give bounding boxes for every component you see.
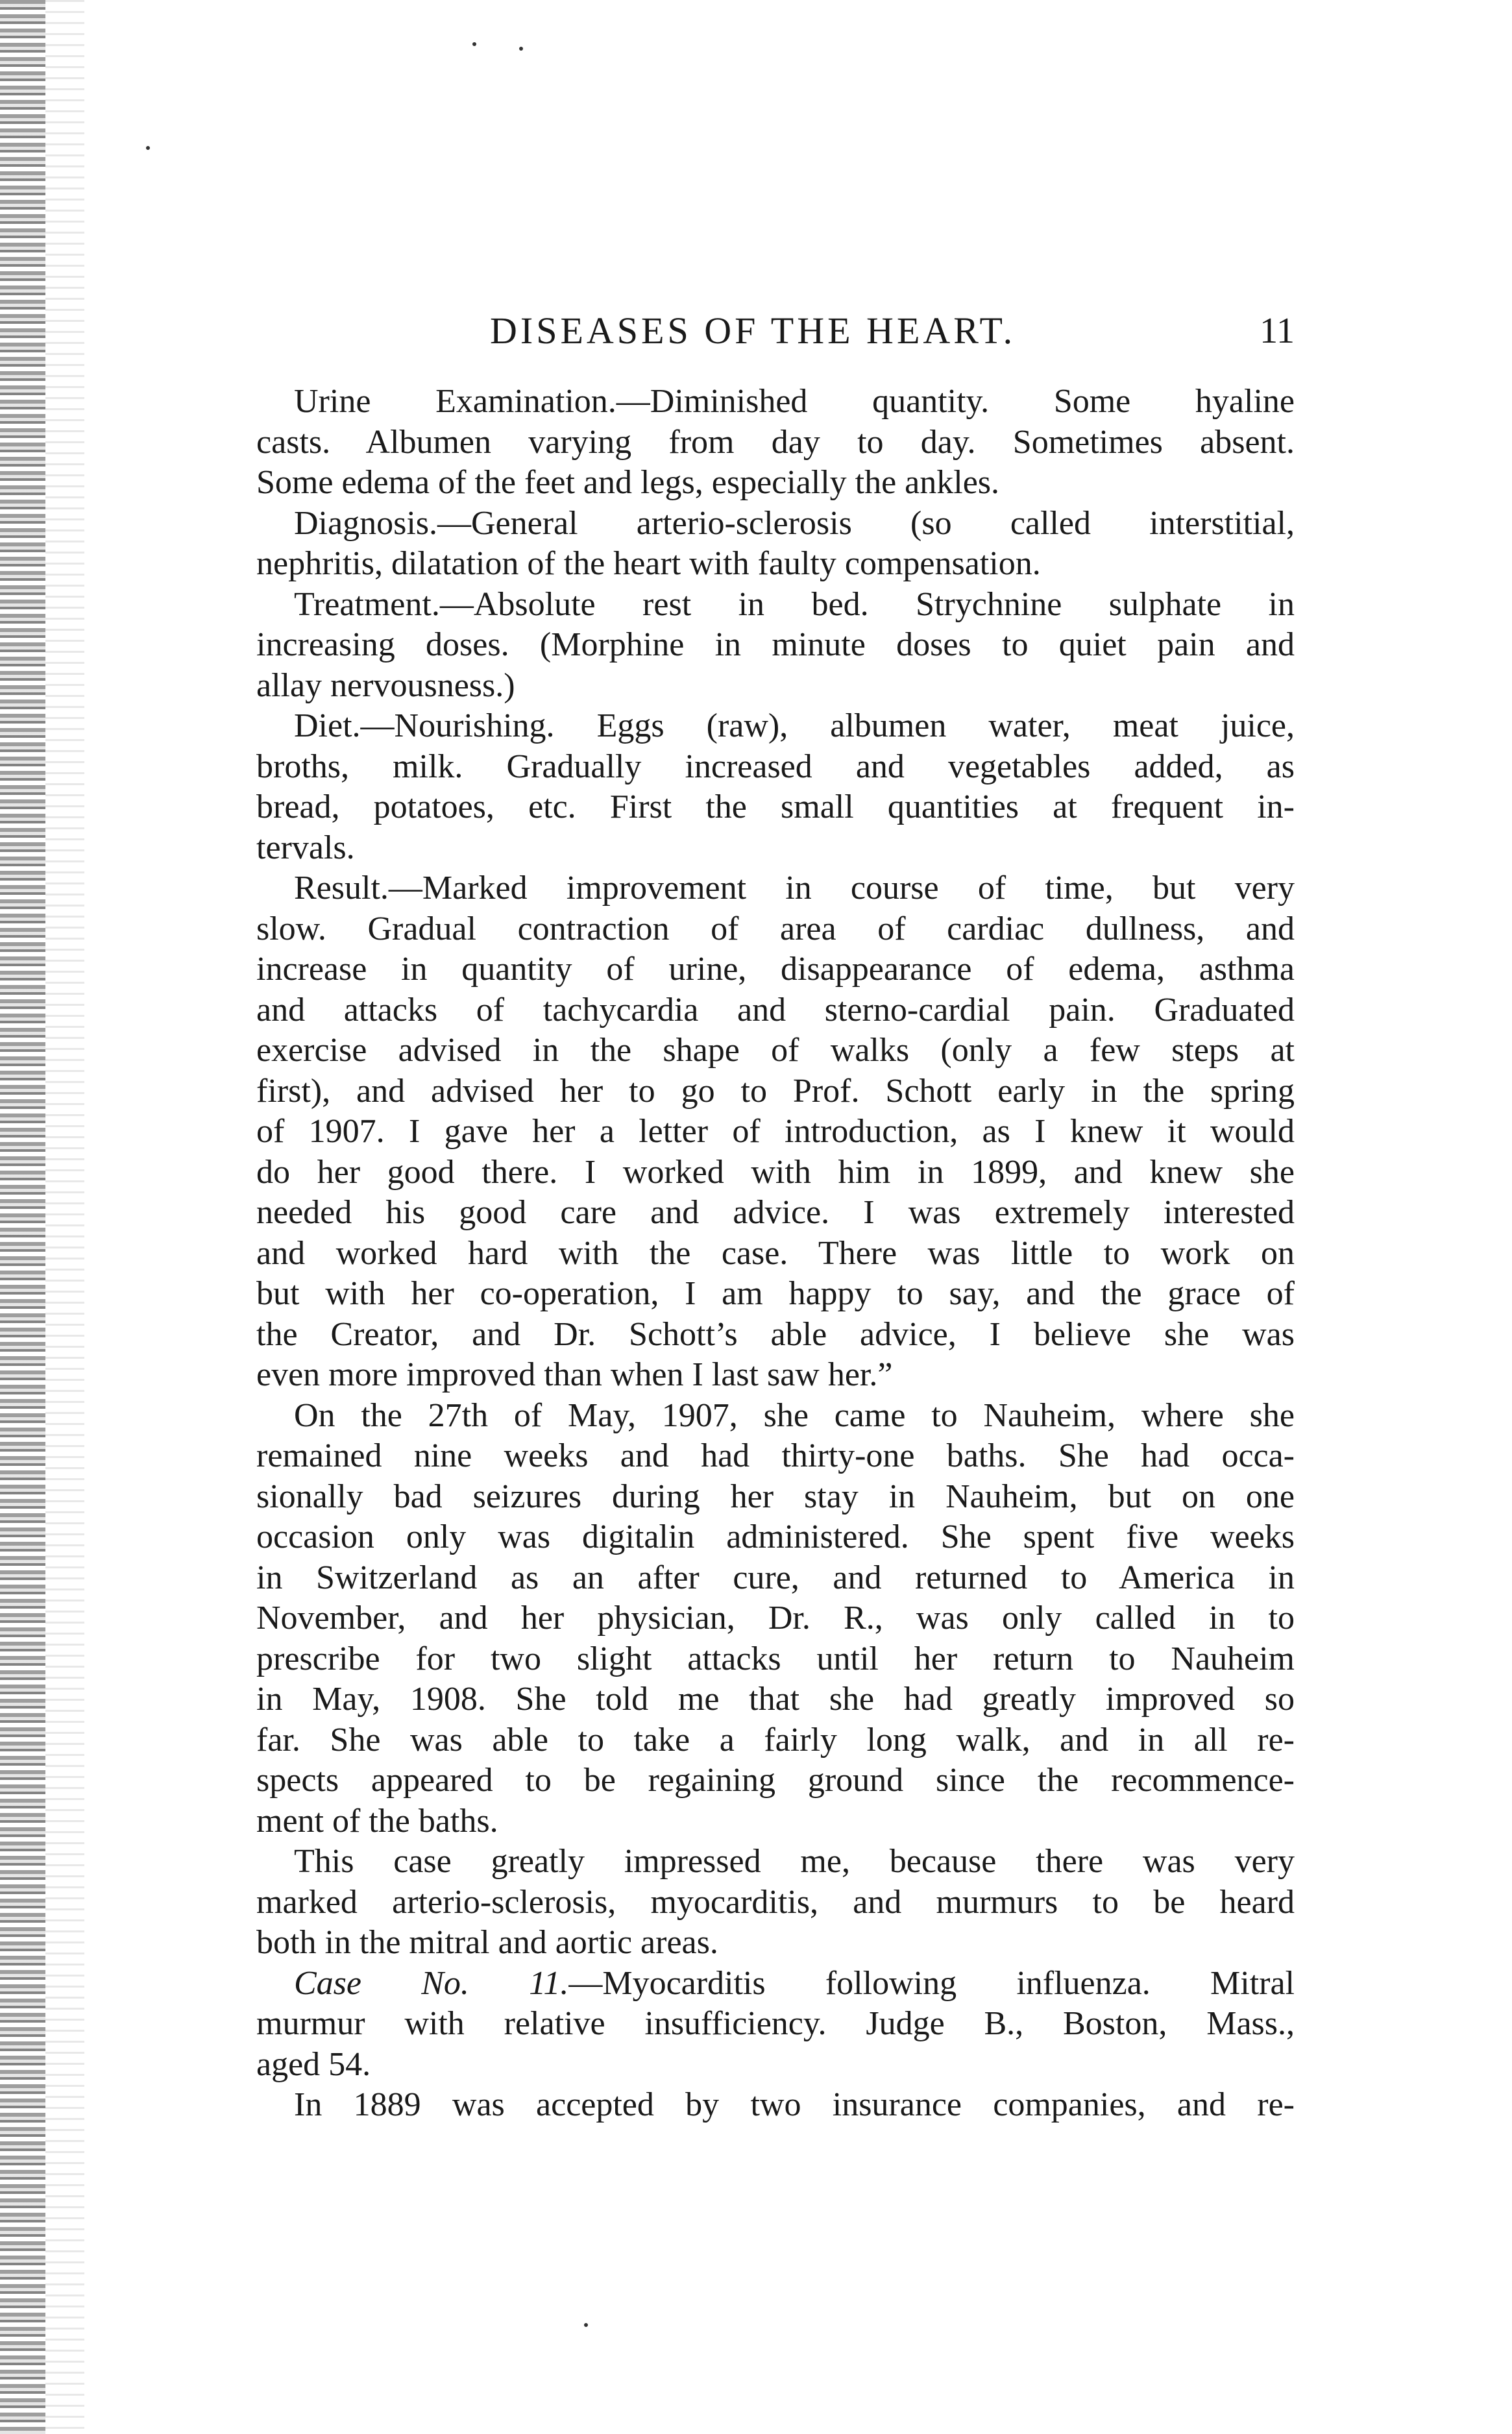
page-header xyxy=(256,305,1295,357)
text-line: remained nine weeks and had thirty-one baths. She had occa- xyxy=(256,1437,1295,1474)
page-number: 11 xyxy=(1260,311,1295,351)
text-line: tervals. xyxy=(256,829,355,866)
text-line: marked arterio-sclerosis, myocarditis, and murmurs to be heard xyxy=(256,1883,1295,1921)
text-line: first), and advised her to go to Prof. Schott early in the spring xyxy=(256,1072,1295,1110)
case-text-lines xyxy=(256,2004,1295,2126)
running-title: DISEASES OF THE HEART. xyxy=(490,310,1016,352)
page-gutter-speckle xyxy=(45,0,84,2434)
text-line: Diet.—Nourishing. Eggs (raw), albumen water, meat juice, xyxy=(294,707,1295,744)
case-label: Case No. 11. xyxy=(294,1964,569,2002)
scan-speck xyxy=(584,2323,588,2327)
text-line: sionally bad seizures during her stay in Nauheim, but on one xyxy=(256,1478,1295,1515)
text-line: spects appeared to be regaining ground since the recommence- xyxy=(256,1762,1295,1799)
scan-speck xyxy=(146,146,150,150)
text-line: Treatment.—Absolute rest in bed. Strychnine sulphate in xyxy=(294,585,1295,623)
text-line: the Creator, and Dr. Schott’s able advice, I believe she was xyxy=(256,1315,1295,1353)
text-line: but with her co-operation, I am happy to say, and the grace of xyxy=(256,1275,1295,1312)
case-heading-rest: —Myocarditis following influenza. Mitral xyxy=(568,1964,1295,2002)
text-line: and attacks of tachycardia and sterno-cardial pain. Graduated xyxy=(256,991,1295,1028)
text-line: allay nervousness.) xyxy=(256,666,515,704)
scan-speck xyxy=(472,42,476,46)
text-line: and worked hard with the case. There was little to work on xyxy=(256,1234,1295,1272)
scan-speck xyxy=(519,47,523,51)
text-line: murmur with relative insufficiency. Judge B., Boston, Mass., xyxy=(256,2005,1295,2042)
text-line: even more improved than when I last saw her.” xyxy=(256,1356,893,1393)
text-lines xyxy=(256,382,1295,1964)
text-line: Result.—Marked improvement in course of time, but very xyxy=(294,870,1295,907)
text-line: far. She was able to take a fairly long walk, and in all re- xyxy=(256,1721,1295,1759)
text-line: exercise advised in the shape of walks (only a few steps at xyxy=(256,1032,1295,1069)
text-line: This case greatly impressed me, because there was very xyxy=(294,1843,1295,1880)
body-text xyxy=(256,382,1295,2126)
text-line: broths, milk. Gradually increased and vegetables added, as xyxy=(256,748,1295,785)
page-gutter-scan-edge xyxy=(0,0,45,2434)
text-line: aged 54. xyxy=(256,2045,371,2083)
text-line: slow. Gradual contraction of area of cardiac dullness, and xyxy=(256,910,1295,947)
text-line: in Switzerland as an after cure, and returned to America in xyxy=(256,1559,1295,1596)
text-line-case-heading xyxy=(256,1964,1295,2004)
text-line: occasion only was digitalin administered. She spent five weeks xyxy=(256,1518,1295,1555)
text-line: November, and her physician, Dr. R., was only called in to xyxy=(256,1600,1295,1637)
text-line: In 1889 was accepted by two insurance companies, and re- xyxy=(294,2086,1295,2123)
text-line: do her good there. I worked with him in 1899, and knew she xyxy=(256,1153,1295,1191)
text-line: prescribe for two slight attacks until her return to Nauheim xyxy=(256,1640,1295,1677)
text-line: increasing doses. (Morphine in minute doses to quiet pain and xyxy=(256,626,1295,663)
text-line: Urine Examination.—Diminished quantity. Some hyaline xyxy=(294,383,1295,420)
text-line: Diagnosis.—General arterio-sclerosis (so called interstitial, xyxy=(294,504,1295,542)
text-line: casts. Albumen varying from day to day. Sometimes absent. xyxy=(256,423,1295,461)
text-line: increase in quantity of urine, disappearance of edema, asthma xyxy=(256,951,1295,988)
text-line: Some edema of the feet and legs, especially the ankles. xyxy=(256,464,1000,501)
text-line: needed his good care and advice. I was extremely interested xyxy=(256,1194,1295,1231)
text-line: both in the mitral and aortic areas. xyxy=(256,1924,718,1961)
text-line: in May, 1908. She told me that she had greatly improved so xyxy=(256,1681,1295,1718)
text-line: On the 27th of May, 1907, she came to Nauheim, where she xyxy=(294,1396,1295,1434)
text-line: nephritis, dilatation of the heart with faulty compensation. xyxy=(256,545,1041,582)
text-line: ment of the baths. xyxy=(256,1802,498,1840)
text-line: of 1907. I gave her a letter of introduction, as I knew it would xyxy=(256,1113,1295,1150)
text-line: bread, potatoes, etc. First the small quantities at frequent in- xyxy=(256,788,1295,825)
